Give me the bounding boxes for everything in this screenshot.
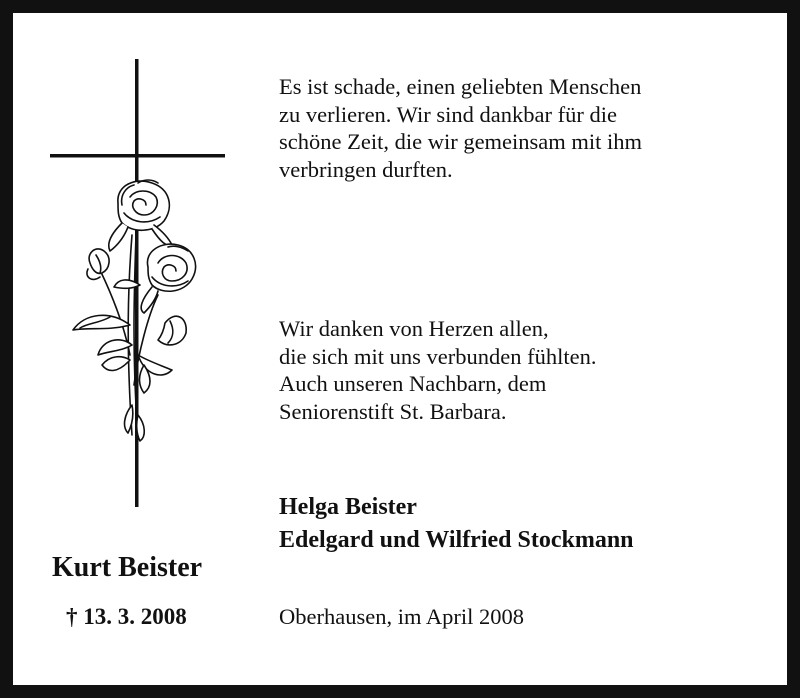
thanks-line: die sich mit uns verbunden fühlten.: [279, 343, 597, 369]
poem-paragraph: [279, 73, 757, 183]
thanks-line: Seniorenstift St. Barbara.: [279, 398, 507, 424]
cross-with-roses-illustration: [40, 55, 240, 515]
thanks-line: Auch unseren Nachbarn, dem: [279, 371, 547, 396]
poem-line: zu verlieren. Wir sind dankbar für die: [279, 101, 617, 127]
poem-line: Es ist schade, einen geliebten Menschen: [279, 74, 642, 99]
place-and-date: Oberhausen, im April 2008: [279, 604, 524, 629]
deceased-name: Kurt Beister: [52, 552, 203, 583]
mourner-name: Helga Beister: [279, 494, 417, 520]
poem-line: schöne Zeit, die wir gemeinsam mit ihm: [279, 129, 643, 154]
thanks-paragraph: [279, 315, 757, 425]
roses-icon: [73, 180, 196, 441]
mourner-name: Edelgard und Wilfried Stockmann: [279, 527, 634, 553]
death-date: † 13. 3. 2008: [66, 604, 187, 629]
thanks-line: Wir danken von Herzen allen,: [279, 316, 549, 341]
poem-line: verbringen durften.: [279, 156, 453, 182]
